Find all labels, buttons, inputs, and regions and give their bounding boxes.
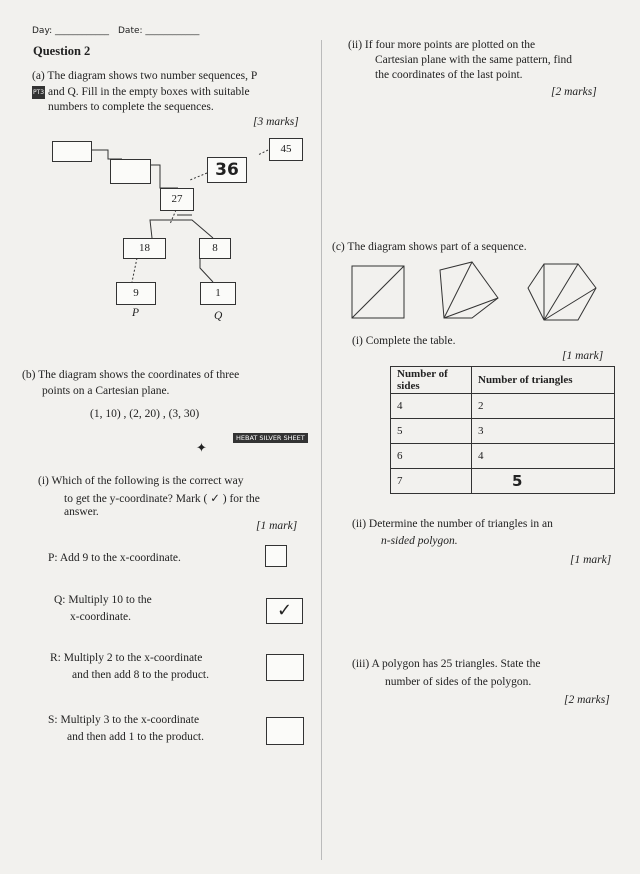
question-title: Question 2: [33, 44, 91, 58]
polygon-sequence-diagram: [340, 258, 620, 328]
sequence-box-27: 27: [160, 188, 194, 211]
part-b-line1: (b) The diagram shows the coordinates of three: [22, 369, 240, 381]
sequence-connectors: [0, 0, 320, 330]
part-b-ii-line1: (ii) If four more points are plotted on the: [348, 39, 536, 51]
sequence-box-1: 1: [200, 282, 236, 305]
sequence-label-p: P: [132, 307, 140, 319]
sequence-box-45: 45: [269, 138, 303, 161]
part-b-i-line3: answer.: [64, 506, 99, 518]
part-b-ii-line3: the coordinates of the last point.: [375, 69, 523, 81]
hexagon-diagonal-2: [544, 264, 578, 320]
part-b-ii-line2: Cartesian plane with the same pattern, find: [375, 54, 573, 66]
connector-2: [151, 165, 178, 188]
option-r-text-1: R: Multiply 2 to the x-coordinate: [50, 652, 203, 664]
sequence-box-empty-2[interactable]: [110, 159, 151, 184]
part-b-ii-marks: [2 marks]: [551, 86, 597, 98]
table-cell-triangles-answer[interactable]: 5: [472, 469, 615, 494]
part-c-ii-line1: (ii) Determine the number of triangles in an: [352, 518, 553, 530]
pt3-badge: PT3: [32, 86, 45, 99]
table-row: [391, 394, 615, 419]
sequence-box-18: 18: [123, 238, 166, 259]
option-q-checkbox[interactable]: ✓: [266, 598, 303, 624]
table-cell-sides: 6: [391, 444, 472, 469]
option-s-text-2: and then add 1 to the product.: [67, 731, 205, 743]
connector-1: [92, 150, 122, 159]
part-a-line3: numbers to complete the sequences.: [48, 101, 214, 113]
part-c-i-marks: [1 mark]: [562, 350, 604, 362]
option-r-checkbox[interactable]: [266, 654, 304, 681]
sequence-box-8: 8: [199, 238, 231, 259]
part-a-line1: (a) The diagram shows two number sequences, P: [32, 70, 258, 82]
option-s-checkbox[interactable]: [266, 717, 304, 745]
column-divider: [321, 40, 322, 860]
part-a-line2: and Q. Fill in the empty boxes with suitable: [48, 86, 250, 98]
part-a-marks: [3 marks]: [253, 116, 299, 128]
sequence-box-9: 9: [116, 282, 156, 305]
sequence-box-empty-1[interactable]: [52, 141, 92, 162]
table-cell-sides: 7: [391, 469, 472, 494]
part-b-i-line1: (i) Which of the following is the correct way: [38, 475, 244, 487]
part-b-i-line2: to get the y-coordinate? Mark ( ✓ ) for the: [64, 493, 260, 505]
part-c-iii-line2: number of sides of the polygon.: [385, 676, 532, 688]
star-icon: ✦: [196, 440, 207, 455]
part-c-iii-line1: (iii) A polygon has 25 triangles. State the: [352, 658, 541, 670]
part-b-i-marks: [1 mark]: [256, 520, 298, 532]
connector-4: [258, 150, 268, 155]
triangles-table: [390, 366, 615, 494]
sequence-label-q: Q: [214, 310, 223, 322]
option-p-text: P: Add 9 to the x-coordinate.: [48, 552, 181, 564]
option-q-text-1: Q: Multiply 10 to the: [54, 594, 152, 606]
day-label: Day:: [32, 26, 53, 36]
part-c-ii-line2: n-sided polygon.: [381, 535, 458, 547]
stamp-label: HEBAT SILVER SHEET: [233, 433, 308, 443]
hexagon-shape: [528, 264, 596, 320]
date-label: Date:: [118, 26, 143, 36]
connector-7: [150, 220, 213, 238]
table-row: [391, 469, 615, 494]
part-c-line1: (c) The diagram shows part of a sequence.: [332, 241, 527, 253]
table-header-row: [391, 367, 615, 394]
date-field: Date: ____________: [118, 26, 200, 36]
table-cell-sides: 4: [391, 394, 472, 419]
part-c-i-text: (i) Complete the table.: [352, 335, 456, 347]
sequence-box-36[interactable]: 36: [207, 157, 247, 183]
connector-9: [200, 258, 213, 282]
option-q-text-2: x-coordinate.: [70, 611, 131, 623]
square-diagonal: [352, 266, 404, 318]
table-cell-triangles: 3: [472, 419, 615, 444]
hexagon-diagonal-3: [544, 288, 596, 320]
connector-5: [170, 210, 176, 224]
connector-3: [190, 173, 207, 180]
part-b-line2: points on a Cartesian plane.: [42, 385, 170, 397]
option-s-text-1: S: Multiply 3 to the x-coordinate: [48, 714, 200, 726]
table-cell-sides: 5: [391, 419, 472, 444]
table-cell-triangles: 4: [472, 444, 615, 469]
option-p-checkbox[interactable]: [265, 545, 287, 567]
part-c-iii-marks: [2 marks]: [564, 694, 610, 706]
part-c-ii-marks: [1 mark]: [570, 554, 612, 566]
connector-8: [132, 258, 137, 282]
part-b-coordinates: (1, 10) , (2, 20) , (3, 30): [90, 408, 200, 420]
table-row: [391, 419, 615, 444]
header-number-of-sides: Number of sides: [391, 367, 472, 394]
header-number-of-triangles: Number of triangles: [472, 367, 615, 394]
table-cell-triangles: 2: [472, 394, 615, 419]
table-row: [391, 444, 615, 469]
option-r-text-2: and then add 8 to the product.: [72, 669, 210, 681]
day-field: Day: ____________: [32, 26, 110, 36]
